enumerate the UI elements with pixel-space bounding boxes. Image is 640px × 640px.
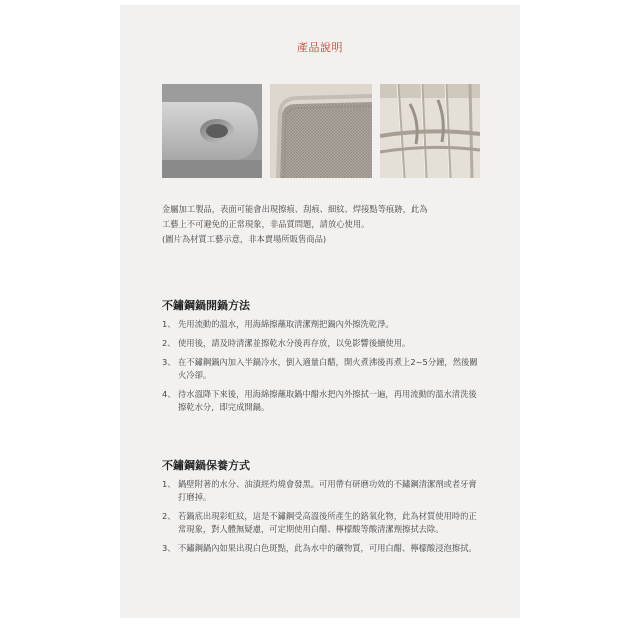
list-item-number: 1、 [162,319,176,329]
list-item-number: 2、 [162,338,176,348]
section-title-seasoning: 不鏽鋼鍋開鍋方法 [162,299,250,312]
list-item [162,337,484,350]
notice-line: 工藝上不可避免的正常現象，非品質問題，請放心使用。 [162,219,370,229]
list-item [162,510,484,536]
list-item-text: 若鍋底出現彩虹紋，這是不鏽鋼受高溫後所產生的鉻氧化物，此為材質使用時的正常現象，對人體無疑慮，可定期使用白醋、檸檬酸等酸清潔劑擦拭去除。 [178,511,477,534]
material-notice [162,202,482,247]
list-item [162,478,484,504]
handle-closeup-photo [162,84,262,178]
list-item-number: 2、 [162,511,176,521]
notice-line: 金屬加工製品，表面可能會出現擦痕、刮痕、細紋、焊接點等痕跡，此為 [162,204,428,214]
list-item-number: 3、 [162,543,176,553]
notice-caption: (圖片為材質工藝示意，非本賣場所販售商品) [162,234,327,244]
list-item-text: 待水溫降下來後，用海綿擦蘸取鍋中醋水把內外擦拭一遍，再用流動的溫水清洗後擦乾水分，即完成開鍋。 [178,389,477,412]
list-item-number: 3、 [162,357,176,367]
list-item-text: 鍋壁附著的水分、油漬經灼燒會發黑。可用帶有研磨功效的不鏽鋼清潔劑或者牙膏打磨掉。 [178,479,477,502]
section-title-maintenance: 不鏽鋼鍋保養方式 [162,459,250,472]
photo-strip [162,84,480,178]
list-item [162,356,484,382]
rack-closeup-photo [380,84,480,178]
list-item-text: 在不鏽鋼鍋內加入半鍋冷水，倒入適量白醋，開火煮沸後再煮上2~5分鐘，然後關火冷卻。 [178,357,478,380]
product-description-panel [120,5,520,618]
page-title: 產品說明 [297,41,343,54]
list-item [162,318,484,331]
list-item-number: 1、 [162,479,176,489]
maintenance-steps-list [162,478,484,561]
list-item-text: 不鏽鋼鍋內如果出現白色斑點，此為水中的礦物質，可用白醋、檸檬酸浸泡擦拭。 [178,543,477,553]
list-item [162,542,484,555]
list-item-text: 使用後，請及時清潔並擦乾水分後再存放，以免影響後續使用。 [178,338,411,348]
mesh-basket-photo [270,84,372,178]
list-item-text: 先用流動的溫水，用海綿擦蘸取清潔劑把鍋內外擦洗乾淨。 [178,319,394,329]
seasoning-steps-list [162,318,484,420]
list-item [162,388,484,414]
list-item-number: 4、 [162,389,176,399]
